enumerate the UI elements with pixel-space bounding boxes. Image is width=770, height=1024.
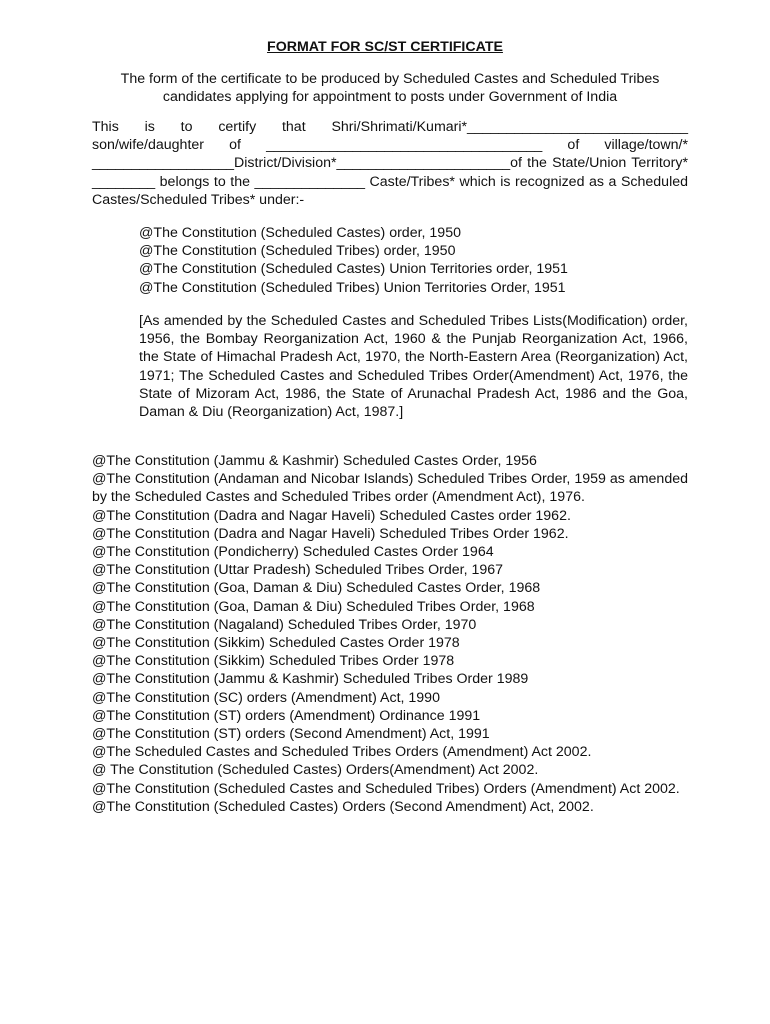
order-item: @The Constitution (Jammu & Kashmir) Scheduled Tribes Order 1989 xyxy=(92,671,529,688)
order-item: @The Constitution (Scheduled Castes and Scheduled Tribes) Orders (Amendment) Act 2002. xyxy=(92,780,680,797)
order-item: @The Constitution (Goa, Daman & Diu) Scheduled Tribes Order, 1968 xyxy=(92,598,535,615)
order-item: @The Constitution (Andaman and Nicobar Islands) Scheduled Tribes Order, 1959 as amended by the Scheduled Castes and Scheduled Tribes order (Amendment Act), 1976. xyxy=(92,471,688,506)
order-item: @The Constitution (ST) orders (Amendment) Ordinance 1991 xyxy=(92,707,481,724)
order-item: @The Constitution (Uttar Pradesh) Scheduled Tribes Order, 1967 xyxy=(92,562,504,579)
order-item: @The Scheduled Castes and Scheduled Tribes Orders (Amendment) Act 2002. xyxy=(92,744,592,761)
document-title: FORMAT FOR SC/ST CERTIFICATE xyxy=(267,39,503,55)
certify-paragraph: This is to certify that Shri/Shrimati/Kumari*____________________________ son/wife/daughter of ___________________________________ of village/town/* __________________District/Division*______________________of the State/Union Territory* ________ belongs to the ______________ Caste/Tribes* which is recognized as a Scheduled Castes/Scheduled Tribes* under:- xyxy=(92,119,688,208)
constitution-orders-list xyxy=(92,452,688,816)
document-subtitle xyxy=(92,70,688,106)
order-item: @The Constitution (Scheduled Tribes) Union Territories Order, 1951 xyxy=(139,279,566,296)
order-item: @The Constitution (Jammu & Kashmir) Scheduled Castes Order, 1956 xyxy=(92,453,537,469)
order-item: @The Constitution (Goa, Daman & Diu) Scheduled Castes Order, 1968 xyxy=(92,580,541,597)
order-item: @The Constitution (Scheduled Tribes) order, 1950 xyxy=(139,243,456,260)
order-item: @The Constitution (Dadra and Nagar Haveli) Scheduled Castes order 1962. xyxy=(92,507,571,524)
order-item: @The Constitution (Scheduled Castes) Union Territories order, 1951 xyxy=(139,261,568,278)
order-item: @The Constitution (SC) orders (Amendment) Act, 1990 xyxy=(92,689,440,706)
subtitle-line: The form of the certificate to be produced by Scheduled Castes and Scheduled Tribes xyxy=(120,71,660,87)
amendment-paragraph: [As amended by the Scheduled Castes and Scheduled Tribes Lists(Modification) order, 1956, the Bombay Reorganization Act, 1960 & the Punjab Reorganization Act, 1966, the State of Himachal Pradesh Act, 1970, the North-Eastern Area (Reorganization) Act, 1971; The Scheduled Castes and Scheduled Tribes Order(Amendment) Act, 1976, the State of Mizoram Act, 1986, the State of Arunachal Pradesh Act, 1986 and the Goa, Daman & Diu (Reorganization) Act, 1987.] xyxy=(139,313,688,421)
order-item: @The Constitution (ST) orders (Second Amendment) Act, 1991 xyxy=(92,726,490,743)
order-item: @The Constitution (Scheduled Castes) Orders (Second Amendment) Act, 2002. xyxy=(92,798,594,815)
order-item: @The Constitution (Dadra and Nagar Haveli) Scheduled Tribes Order 1962. xyxy=(92,525,569,542)
order-item: @The Constitution (Sikkim) Scheduled Castes Order 1978 xyxy=(92,635,460,652)
order-item: @The Constitution (Scheduled Castes) order, 1950 xyxy=(139,225,461,241)
order-item: @The Constitution (Sikkim) Scheduled Tribes Order 1978 xyxy=(92,653,455,670)
constitution-orders-indented xyxy=(139,224,689,297)
order-item: @ The Constitution (Scheduled Castes) Orders(Amendment) Act 2002. xyxy=(92,762,539,779)
order-item: @The Constitution (Nagaland) Scheduled Tribes Order, 1970 xyxy=(92,616,477,633)
subtitle-line: candidates applying for appointment to posts under Government of India xyxy=(162,89,618,106)
order-item: @The Constitution (Pondicherry) Scheduled Castes Order 1964 xyxy=(92,544,494,561)
